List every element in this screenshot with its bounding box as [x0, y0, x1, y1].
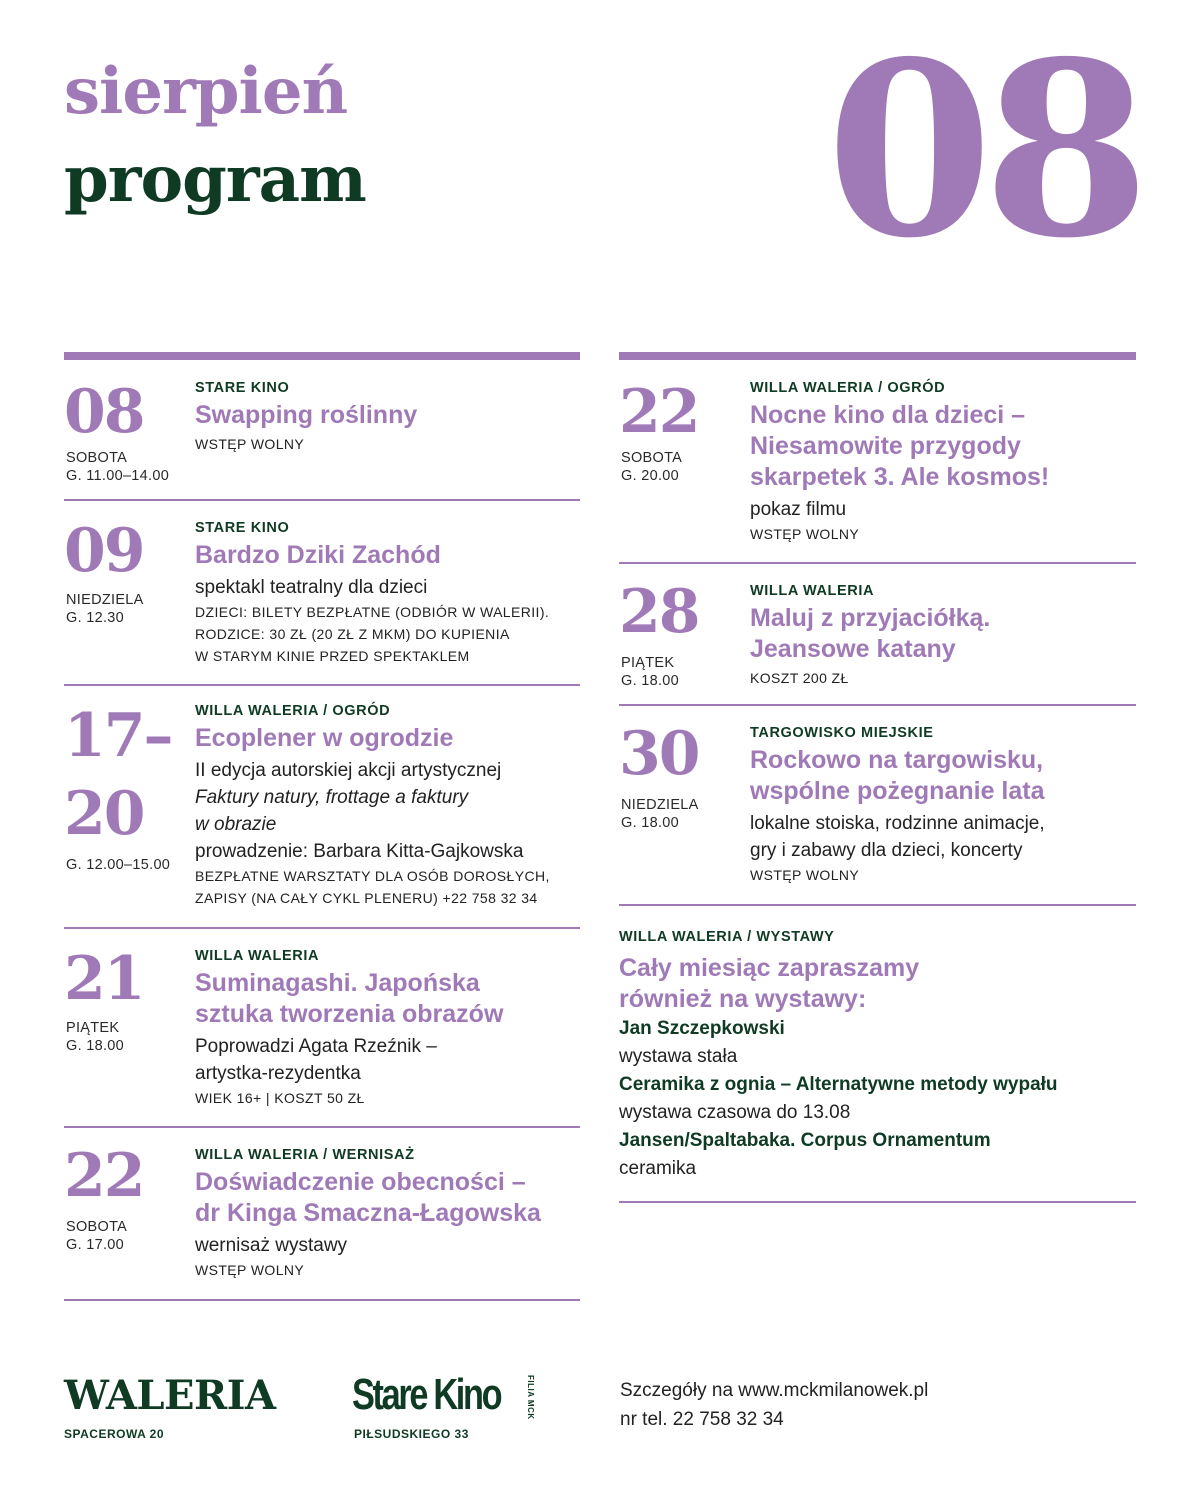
waleria-address: SPACEROWA 20 [64, 1427, 165, 1441]
event-weekday: SOBOTA [66, 450, 128, 466]
event-meta [66, 1218, 127, 1254]
event-title: skarpetek 3. Ale kosmos! [750, 463, 1050, 491]
waleria-logo: WALERIA [64, 1372, 276, 1419]
event-time: G. 18.00 [621, 673, 680, 689]
event-title: Jeansowe katany [750, 635, 956, 663]
exhibition-name: Jan Szczepkowski [619, 1018, 785, 1039]
event-body [195, 378, 580, 455]
event-day: 22 [619, 377, 699, 447]
event-info: DZIECI: BILETY BEZPŁATNE (ODBIÓR W WALERII). [195, 604, 550, 620]
exhibitions-venue: WILLA WALERIA / WYSTAWY [619, 929, 835, 945]
event-09 [64, 501, 580, 686]
event-time: G. 20.00 [621, 468, 680, 484]
event-info: WSTĘP WOLNY [750, 526, 860, 542]
event-body [750, 581, 1136, 689]
event-time: G. 17.00 [66, 1237, 125, 1253]
event-info: WIEK 16+ | KOSZT 50 ZŁ [195, 1090, 365, 1106]
event-time: G. 11.00–14.00 [66, 468, 170, 484]
exhibitions-title: Cały miesiąc zapraszamy [619, 954, 920, 982]
event-description: II edycja autorskiej akcji artystycznej [195, 760, 502, 781]
event-info: RODZICE: 30 ZŁ (20 ZŁ Z MKM) DO KUPIENIA [195, 626, 510, 642]
event-day: 21 [64, 944, 144, 1014]
event-day-end: 20 [64, 779, 144, 849]
event-weekday: PIĄTEK [66, 1020, 120, 1036]
exhibition-subtitle: wystawa stała [619, 1046, 738, 1067]
event-weekday: SOBOTA [66, 1219, 128, 1235]
event-time: G. 12.30 [66, 610, 125, 626]
event-day: 30 [619, 719, 699, 789]
stare-kino-logo: Stare Kino [352, 1370, 501, 1419]
event-body [195, 701, 580, 909]
event-weekday: NIEDZIELA [621, 797, 699, 813]
event-22-night-cinema [619, 360, 1136, 564]
event-description: wernisaż wystawy [195, 1235, 348, 1256]
event-30 [619, 706, 1136, 906]
event-title: Maluj z przyjaciółką. [750, 604, 991, 632]
event-meta [621, 654, 679, 690]
footer-contact [620, 1376, 928, 1434]
event-info: WSTĘP WOLNY [195, 436, 305, 452]
event-title: Bardzo Dziki Zachód [195, 541, 441, 569]
event-meta [66, 591, 144, 627]
event-22-vernissage [64, 1128, 580, 1301]
event-info: WSTĘP WOLNY [195, 1262, 305, 1278]
event-description: prowadzenie: Barbara Kitta-Gajkowska [195, 841, 524, 862]
top-divider [619, 352, 1136, 360]
event-time: G. 18.00 [621, 815, 680, 831]
month-number: 08 [826, 9, 1140, 291]
event-meta [66, 856, 170, 874]
phone-number: nr tel. 22 758 32 34 [620, 1409, 784, 1430]
exhibition-subtitle: ceramika [619, 1158, 697, 1179]
exhibition-subtitle: wystawa czasowa do 13.08 [619, 1102, 851, 1123]
exhibitions-section [619, 925, 1136, 1203]
event-description: Faktury natury, frottage a faktury [195, 787, 469, 808]
event-08 [64, 360, 580, 501]
event-time: G. 18.00 [66, 1038, 125, 1054]
exhibition-name: Jansen/Spaltabaka. Corpus Ornamentum [619, 1130, 991, 1151]
right-column [619, 352, 1136, 906]
event-venue: WILLA WALERIA [195, 948, 320, 964]
stare-kino-tag: FILIA MCK [526, 1375, 535, 1420]
event-description: spektakl teatralny dla dzieci [195, 577, 428, 598]
event-day: 28 [619, 577, 699, 647]
event-venue: STARE KINO [195, 520, 290, 536]
event-info: W STARYM KINIE PRZED SPEKTAKLEM [195, 648, 470, 664]
stare-kino-address: PIŁSUDSKIEGO 33 [354, 1427, 469, 1441]
top-divider [64, 352, 580, 360]
event-weekday: SOBOTA [621, 450, 683, 466]
event-day: 08 [64, 377, 144, 447]
event-time: G. 12.00–15.00 [66, 857, 171, 873]
event-body [750, 378, 1136, 545]
event-28 [619, 564, 1136, 706]
event-title: Rockowo na targowisku, [750, 746, 1044, 774]
event-body [195, 518, 580, 667]
event-title: wspólne pożegnanie lata [750, 777, 1045, 805]
event-description: pokaz filmu [750, 499, 847, 520]
program-title: program [64, 142, 366, 217]
event-info: ZAPISY (NA CAŁY CYKL PLENERU) +22 758 32 34 [195, 890, 538, 906]
event-venue: WILLA WALERIA / OGRÓD [195, 703, 391, 719]
event-info: WSTĘP WOLNY [750, 867, 860, 883]
event-title: Suminagashi. Japońska [195, 969, 480, 997]
event-meta [621, 796, 699, 832]
event-meta [621, 449, 682, 485]
event-weekday: NIEDZIELA [66, 592, 144, 608]
event-title: sztuka tworzenia obrazów [195, 1000, 504, 1028]
event-info: BEZPŁATNE WARSZTATY DLA OSÓB DOROSŁYCH, [195, 868, 550, 884]
left-column [64, 352, 580, 1301]
event-title: dr Kinga Smaczna-Łagowska [195, 1199, 541, 1227]
event-info: KOSZT 200 ZŁ [750, 670, 849, 686]
event-title: Swapping roślinny [195, 401, 418, 429]
event-weekday: PIĄTEK [621, 655, 675, 671]
details-link[interactable]: Szczegóły na www.mckmilanowek.pl [620, 1380, 929, 1401]
event-21 [64, 929, 580, 1128]
exhibitions-title: również na wystawy: [619, 985, 867, 1013]
event-day-start: 17– [64, 701, 172, 771]
event-description: artystka-rezydentka [195, 1063, 361, 1084]
event-venue: TARGOWISKO MIEJSKIE [750, 725, 934, 741]
event-venue: STARE KINO [195, 380, 290, 396]
event-venue: WILLA WALERIA / OGRÓD [750, 380, 946, 396]
event-title: Doświadczenie obecności – [195, 1168, 526, 1196]
event-17-20 [64, 686, 580, 929]
exhibition-name: Ceramika z ognia – Alternatywne metody wypału [619, 1074, 1058, 1095]
event-title: Ecoplener w ogrodzie [195, 724, 454, 752]
event-meta [66, 1019, 124, 1055]
event-description: gry i zabawy dla dzieci, koncerty [750, 840, 1023, 861]
event-description: Poprowadzi Agata Rzeźnik – [195, 1036, 437, 1057]
event-body [195, 1145, 580, 1281]
event-meta [66, 449, 169, 485]
event-body [195, 946, 580, 1109]
event-title: Nocne kino dla dzieci – [750, 401, 1026, 429]
event-description: w obrazie [195, 814, 277, 835]
event-body [750, 723, 1136, 886]
event-venue: WILLA WALERIA / WERNISAŻ [195, 1147, 415, 1163]
event-title: Niesamowite przygody [750, 432, 1021, 460]
event-day: 22 [64, 1141, 144, 1211]
event-venue: WILLA WALERIA [750, 583, 875, 599]
event-description: lokalne stoiska, rodzinne animacje, [750, 813, 1045, 834]
month-title: sierpień [64, 54, 348, 129]
event-day: 09 [64, 516, 144, 586]
